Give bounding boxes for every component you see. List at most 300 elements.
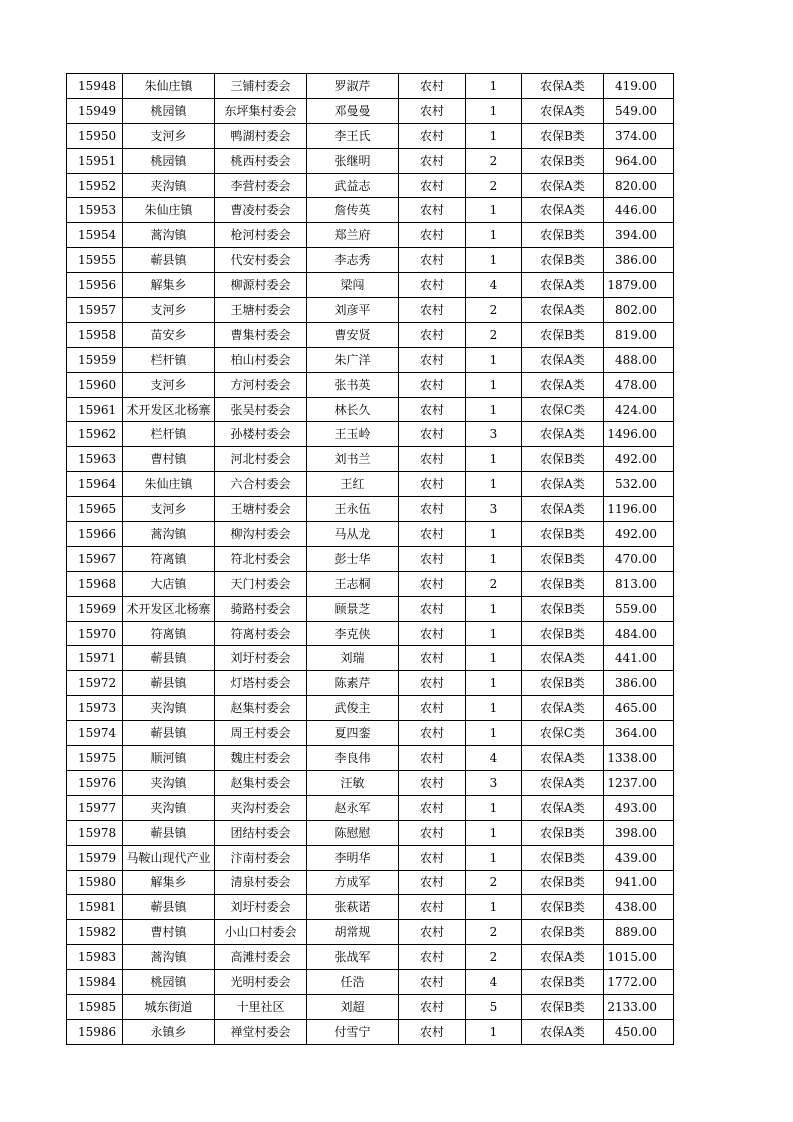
amount-cell: 1015.00 bbox=[604, 945, 674, 970]
household-type-cell: 农村 bbox=[399, 522, 466, 547]
person-name-cell: 陈素芹 bbox=[307, 671, 399, 696]
township-cell: 苗安乡 bbox=[123, 322, 215, 347]
table-row bbox=[67, 497, 674, 522]
amount-cell: 386.00 bbox=[604, 671, 674, 696]
household-type-cell: 农村 bbox=[399, 422, 466, 447]
member-count-cell: 4 bbox=[466, 273, 522, 298]
record-id-cell: 15966 bbox=[67, 522, 123, 547]
table-row bbox=[67, 820, 674, 845]
table-row bbox=[67, 347, 674, 372]
township-cell: 大店镇 bbox=[123, 571, 215, 596]
household-type-cell: 农村 bbox=[399, 347, 466, 372]
household-type-cell: 农村 bbox=[399, 994, 466, 1019]
insurance-category-cell: 农保A类 bbox=[522, 74, 604, 99]
member-count-cell: 3 bbox=[466, 422, 522, 447]
village-cell: 方河村委会 bbox=[215, 372, 307, 397]
amount-cell: 374.00 bbox=[604, 123, 674, 148]
table-row bbox=[67, 422, 674, 447]
member-count-cell: 1 bbox=[466, 546, 522, 571]
village-cell: 孙楼村委会 bbox=[215, 422, 307, 447]
table-row bbox=[67, 895, 674, 920]
village-cell: 小山口村委会 bbox=[215, 920, 307, 945]
township-cell: 符离镇 bbox=[123, 546, 215, 571]
person-name-cell: 顾景芝 bbox=[307, 596, 399, 621]
insurance-category-cell: 农保B类 bbox=[522, 546, 604, 571]
township-cell: 永镇乡 bbox=[123, 1019, 215, 1044]
village-cell: 赵集村委会 bbox=[215, 696, 307, 721]
member-count-cell: 4 bbox=[466, 746, 522, 771]
table-row bbox=[67, 98, 674, 123]
table-row bbox=[67, 148, 674, 173]
record-id-cell: 15954 bbox=[67, 223, 123, 248]
insurance-category-cell: 农保A类 bbox=[522, 472, 604, 497]
table-row bbox=[67, 870, 674, 895]
amount-cell: 819.00 bbox=[604, 322, 674, 347]
member-count-cell: 3 bbox=[466, 497, 522, 522]
township-cell: 蕲县镇 bbox=[123, 646, 215, 671]
amount-cell: 484.00 bbox=[604, 621, 674, 646]
person-name-cell: 夏四銮 bbox=[307, 721, 399, 746]
table-row bbox=[67, 397, 674, 422]
record-id-cell: 15956 bbox=[67, 273, 123, 298]
member-count-cell: 1 bbox=[466, 671, 522, 696]
table-row bbox=[67, 746, 674, 771]
table-row bbox=[67, 248, 674, 273]
amount-cell: 492.00 bbox=[604, 447, 674, 472]
member-count-cell: 4 bbox=[466, 970, 522, 995]
record-id-cell: 15976 bbox=[67, 770, 123, 795]
amount-cell: 889.00 bbox=[604, 920, 674, 945]
member-count-cell: 1 bbox=[466, 596, 522, 621]
insurance-category-cell: 农保A类 bbox=[522, 347, 604, 372]
village-cell: 符北村委会 bbox=[215, 546, 307, 571]
person-name-cell: 胡常规 bbox=[307, 920, 399, 945]
village-cell: 十里社区 bbox=[215, 994, 307, 1019]
table-row bbox=[67, 546, 674, 571]
person-name-cell: 刘书兰 bbox=[307, 447, 399, 472]
amount-cell: 2133.00 bbox=[604, 994, 674, 1019]
household-type-cell: 农村 bbox=[399, 795, 466, 820]
table-row bbox=[67, 298, 674, 323]
person-name-cell: 罗淑芹 bbox=[307, 74, 399, 99]
person-name-cell: 任浩 bbox=[307, 970, 399, 995]
village-cell: 团结村委会 bbox=[215, 820, 307, 845]
person-name-cell: 李志秀 bbox=[307, 248, 399, 273]
record-id-cell: 15953 bbox=[67, 198, 123, 223]
village-cell: 桃西村委会 bbox=[215, 148, 307, 173]
insurance-category-cell: 农保B类 bbox=[522, 123, 604, 148]
household-type-cell: 农村 bbox=[399, 198, 466, 223]
person-name-cell: 陈慰慰 bbox=[307, 820, 399, 845]
member-count-cell: 1 bbox=[466, 845, 522, 870]
person-name-cell: 王红 bbox=[307, 472, 399, 497]
household-type-cell: 农村 bbox=[399, 895, 466, 920]
person-name-cell: 梁闯 bbox=[307, 273, 399, 298]
member-count-cell: 1 bbox=[466, 696, 522, 721]
table-row bbox=[67, 621, 674, 646]
person-name-cell: 邓曼曼 bbox=[307, 98, 399, 123]
amount-cell: 465.00 bbox=[604, 696, 674, 721]
amount-cell: 964.00 bbox=[604, 148, 674, 173]
township-cell: 蒿沟镇 bbox=[123, 223, 215, 248]
insurance-category-cell: 农保C类 bbox=[522, 397, 604, 422]
amount-cell: 820.00 bbox=[604, 173, 674, 198]
insurance-category-cell: 农保B类 bbox=[522, 994, 604, 1019]
amount-cell: 492.00 bbox=[604, 522, 674, 547]
member-count-cell: 1 bbox=[466, 646, 522, 671]
insurance-category-cell: 农保B类 bbox=[522, 895, 604, 920]
village-cell: 六合村委会 bbox=[215, 472, 307, 497]
amount-cell: 941.00 bbox=[604, 870, 674, 895]
member-count-cell: 1 bbox=[466, 721, 522, 746]
record-id-cell: 15984 bbox=[67, 970, 123, 995]
household-type-cell: 农村 bbox=[399, 596, 466, 621]
amount-cell: 1338.00 bbox=[604, 746, 674, 771]
person-name-cell: 方成军 bbox=[307, 870, 399, 895]
household-type-cell: 农村 bbox=[399, 646, 466, 671]
household-type-cell: 农村 bbox=[399, 447, 466, 472]
record-id-cell: 15958 bbox=[67, 322, 123, 347]
insurance-category-cell: 农保A类 bbox=[522, 945, 604, 970]
township-cell: 夹沟镇 bbox=[123, 795, 215, 820]
household-type-cell: 农村 bbox=[399, 273, 466, 298]
amount-cell: 1496.00 bbox=[604, 422, 674, 447]
table-row bbox=[67, 994, 674, 1019]
person-name-cell: 张继明 bbox=[307, 148, 399, 173]
township-cell: 桃园镇 bbox=[123, 148, 215, 173]
township-cell: 桃园镇 bbox=[123, 970, 215, 995]
record-id-cell: 15975 bbox=[67, 746, 123, 771]
township-cell: 解集乡 bbox=[123, 273, 215, 298]
member-count-cell: 5 bbox=[466, 994, 522, 1019]
village-cell: 汴南村委会 bbox=[215, 845, 307, 870]
amount-cell: 450.00 bbox=[604, 1019, 674, 1044]
table-row bbox=[67, 646, 674, 671]
township-cell: 支河乡 bbox=[123, 372, 215, 397]
village-cell: 代安村委会 bbox=[215, 248, 307, 273]
person-name-cell: 李良伟 bbox=[307, 746, 399, 771]
table-row bbox=[67, 173, 674, 198]
table-row bbox=[67, 671, 674, 696]
insurance-category-cell: 农保B类 bbox=[522, 596, 604, 621]
member-count-cell: 1 bbox=[466, 472, 522, 497]
township-cell: 蕲县镇 bbox=[123, 895, 215, 920]
village-cell: 鸭湖村委会 bbox=[215, 123, 307, 148]
person-name-cell: 马从龙 bbox=[307, 522, 399, 547]
record-id-cell: 15957 bbox=[67, 298, 123, 323]
record-id-cell: 15969 bbox=[67, 596, 123, 621]
village-cell: 曹凌村委会 bbox=[215, 198, 307, 223]
amount-cell: 424.00 bbox=[604, 397, 674, 422]
township-cell: 朱仙庄镇 bbox=[123, 198, 215, 223]
member-count-cell: 2 bbox=[466, 571, 522, 596]
insurance-category-cell: 农保A类 bbox=[522, 298, 604, 323]
record-id-cell: 15977 bbox=[67, 795, 123, 820]
amount-cell: 446.00 bbox=[604, 198, 674, 223]
person-name-cell: 王玉岭 bbox=[307, 422, 399, 447]
member-count-cell: 1 bbox=[466, 198, 522, 223]
table-row bbox=[67, 472, 674, 497]
member-count-cell: 1 bbox=[466, 522, 522, 547]
township-cell: 解集乡 bbox=[123, 870, 215, 895]
village-cell: 柳沟村委会 bbox=[215, 522, 307, 547]
household-type-cell: 农村 bbox=[399, 746, 466, 771]
insurance-category-cell: 农保A类 bbox=[522, 173, 604, 198]
insurance-category-cell: 农保B类 bbox=[522, 870, 604, 895]
person-name-cell: 彭士华 bbox=[307, 546, 399, 571]
insurance-category-cell: 农保B类 bbox=[522, 322, 604, 347]
insurance-category-cell: 农保B类 bbox=[522, 248, 604, 273]
village-cell: 王塘村委会 bbox=[215, 298, 307, 323]
member-count-cell: 2 bbox=[466, 148, 522, 173]
beneficiary-table bbox=[66, 73, 674, 1045]
household-type-cell: 农村 bbox=[399, 1019, 466, 1044]
member-count-cell: 2 bbox=[466, 920, 522, 945]
member-count-cell: 1 bbox=[466, 74, 522, 99]
table-body bbox=[67, 74, 674, 1045]
insurance-category-cell: 农保B类 bbox=[522, 522, 604, 547]
household-type-cell: 农村 bbox=[399, 721, 466, 746]
table-row bbox=[67, 970, 674, 995]
amount-cell: 1237.00 bbox=[604, 770, 674, 795]
village-cell: 枪河村委会 bbox=[215, 223, 307, 248]
household-type-cell: 农村 bbox=[399, 497, 466, 522]
member-count-cell: 2 bbox=[466, 945, 522, 970]
household-type-cell: 农村 bbox=[399, 820, 466, 845]
table-row bbox=[67, 721, 674, 746]
person-name-cell: 王志桐 bbox=[307, 571, 399, 596]
member-count-cell: 1 bbox=[466, 123, 522, 148]
township-cell: 栏杆镇 bbox=[123, 347, 215, 372]
person-name-cell: 张战军 bbox=[307, 945, 399, 970]
amount-cell: 532.00 bbox=[604, 472, 674, 497]
insurance-category-cell: 农保B类 bbox=[522, 671, 604, 696]
township-cell: 马鞍山现代产业 bbox=[123, 845, 215, 870]
village-cell: 河北村委会 bbox=[215, 447, 307, 472]
household-type-cell: 农村 bbox=[399, 248, 466, 273]
household-type-cell: 农村 bbox=[399, 98, 466, 123]
township-cell: 夹沟镇 bbox=[123, 173, 215, 198]
member-count-cell: 1 bbox=[466, 795, 522, 820]
table-row bbox=[67, 322, 674, 347]
record-id-cell: 15951 bbox=[67, 148, 123, 173]
person-name-cell: 詹传英 bbox=[307, 198, 399, 223]
table-row bbox=[67, 596, 674, 621]
member-count-cell: 1 bbox=[466, 372, 522, 397]
township-cell: 蕲县镇 bbox=[123, 820, 215, 845]
record-id-cell: 15978 bbox=[67, 820, 123, 845]
member-count-cell: 2 bbox=[466, 870, 522, 895]
amount-cell: 549.00 bbox=[604, 98, 674, 123]
insurance-category-cell: 农保A类 bbox=[522, 422, 604, 447]
person-name-cell: 李王氏 bbox=[307, 123, 399, 148]
township-cell: 顺河镇 bbox=[123, 746, 215, 771]
record-id-cell: 15965 bbox=[67, 497, 123, 522]
record-id-cell: 15982 bbox=[67, 920, 123, 945]
insurance-category-cell: 农保A类 bbox=[522, 1019, 604, 1044]
village-cell: 魏庄村委会 bbox=[215, 746, 307, 771]
record-id-cell: 15972 bbox=[67, 671, 123, 696]
insurance-category-cell: 农保B类 bbox=[522, 970, 604, 995]
amount-cell: 802.00 bbox=[604, 298, 674, 323]
insurance-category-cell: 农保B类 bbox=[522, 845, 604, 870]
record-id-cell: 15963 bbox=[67, 447, 123, 472]
village-cell: 清泉村委会 bbox=[215, 870, 307, 895]
amount-cell: 470.00 bbox=[604, 546, 674, 571]
member-count-cell: 2 bbox=[466, 322, 522, 347]
insurance-category-cell: 农保C类 bbox=[522, 721, 604, 746]
record-id-cell: 15973 bbox=[67, 696, 123, 721]
household-type-cell: 农村 bbox=[399, 845, 466, 870]
amount-cell: 1772.00 bbox=[604, 970, 674, 995]
amount-cell: 1879.00 bbox=[604, 273, 674, 298]
village-cell: 光明村委会 bbox=[215, 970, 307, 995]
household-type-cell: 农村 bbox=[399, 397, 466, 422]
person-name-cell: 张萩诺 bbox=[307, 895, 399, 920]
township-cell: 蒿沟镇 bbox=[123, 945, 215, 970]
table-row bbox=[67, 770, 674, 795]
amount-cell: 813.00 bbox=[604, 571, 674, 596]
village-cell: 夹沟村委会 bbox=[215, 795, 307, 820]
household-type-cell: 农村 bbox=[399, 920, 466, 945]
member-count-cell: 1 bbox=[466, 98, 522, 123]
record-id-cell: 15968 bbox=[67, 571, 123, 596]
table-row bbox=[67, 845, 674, 870]
table-row bbox=[67, 447, 674, 472]
township-cell: 曹村镇 bbox=[123, 447, 215, 472]
table-row bbox=[67, 1019, 674, 1044]
amount-cell: 386.00 bbox=[604, 248, 674, 273]
person-name-cell: 汪敏 bbox=[307, 770, 399, 795]
person-name-cell: 张书英 bbox=[307, 372, 399, 397]
insurance-category-cell: 农保A类 bbox=[522, 273, 604, 298]
record-id-cell: 15961 bbox=[67, 397, 123, 422]
insurance-category-cell: 农保A类 bbox=[522, 646, 604, 671]
amount-cell: 488.00 bbox=[604, 347, 674, 372]
record-id-cell: 15948 bbox=[67, 74, 123, 99]
table-row bbox=[67, 273, 674, 298]
record-id-cell: 15955 bbox=[67, 248, 123, 273]
table-row bbox=[67, 795, 674, 820]
amount-cell: 419.00 bbox=[604, 74, 674, 99]
person-name-cell: 付雪宁 bbox=[307, 1019, 399, 1044]
amount-cell: 364.00 bbox=[604, 721, 674, 746]
person-name-cell: 王永伍 bbox=[307, 497, 399, 522]
household-type-cell: 农村 bbox=[399, 372, 466, 397]
amount-cell: 493.00 bbox=[604, 795, 674, 820]
person-name-cell: 李克侠 bbox=[307, 621, 399, 646]
member-count-cell: 1 bbox=[466, 820, 522, 845]
record-id-cell: 15967 bbox=[67, 546, 123, 571]
township-cell: 曹村镇 bbox=[123, 920, 215, 945]
household-type-cell: 农村 bbox=[399, 770, 466, 795]
record-id-cell: 15964 bbox=[67, 472, 123, 497]
table-row bbox=[67, 696, 674, 721]
insurance-category-cell: 农保A类 bbox=[522, 770, 604, 795]
township-cell: 支河乡 bbox=[123, 298, 215, 323]
record-id-cell: 15983 bbox=[67, 945, 123, 970]
insurance-category-cell: 农保A类 bbox=[522, 795, 604, 820]
household-type-cell: 农村 bbox=[399, 870, 466, 895]
village-cell: 周王村委会 bbox=[215, 721, 307, 746]
household-type-cell: 农村 bbox=[399, 970, 466, 995]
record-id-cell: 15959 bbox=[67, 347, 123, 372]
township-cell: 栏杆镇 bbox=[123, 422, 215, 447]
insurance-category-cell: 农保A类 bbox=[522, 372, 604, 397]
village-cell: 曹集村委会 bbox=[215, 322, 307, 347]
person-name-cell: 赵永军 bbox=[307, 795, 399, 820]
township-cell: 夹沟镇 bbox=[123, 696, 215, 721]
township-cell: 支河乡 bbox=[123, 497, 215, 522]
person-name-cell: 朱广洋 bbox=[307, 347, 399, 372]
village-cell: 王塘村委会 bbox=[215, 497, 307, 522]
household-type-cell: 农村 bbox=[399, 945, 466, 970]
household-type-cell: 农村 bbox=[399, 472, 466, 497]
person-name-cell: 刘瑞 bbox=[307, 646, 399, 671]
household-type-cell: 农村 bbox=[399, 671, 466, 696]
amount-cell: 559.00 bbox=[604, 596, 674, 621]
insurance-category-cell: 农保A类 bbox=[522, 746, 604, 771]
village-cell: 刘圩村委会 bbox=[215, 895, 307, 920]
household-type-cell: 农村 bbox=[399, 173, 466, 198]
insurance-category-cell: 农保A类 bbox=[522, 497, 604, 522]
village-cell: 灯塔村委会 bbox=[215, 671, 307, 696]
person-name-cell: 刘彦平 bbox=[307, 298, 399, 323]
member-count-cell: 1 bbox=[466, 223, 522, 248]
record-id-cell: 15974 bbox=[67, 721, 123, 746]
record-id-cell: 15960 bbox=[67, 372, 123, 397]
table-row bbox=[67, 571, 674, 596]
township-cell: 符离镇 bbox=[123, 621, 215, 646]
township-cell: 夹沟镇 bbox=[123, 770, 215, 795]
member-count-cell: 1 bbox=[466, 447, 522, 472]
member-count-cell: 1 bbox=[466, 248, 522, 273]
insurance-category-cell: 农保B类 bbox=[522, 571, 604, 596]
township-cell: 桃园镇 bbox=[123, 98, 215, 123]
township-cell: 朱仙庄镇 bbox=[123, 74, 215, 99]
record-id-cell: 15985 bbox=[67, 994, 123, 1019]
person-name-cell: 曹安贤 bbox=[307, 322, 399, 347]
table-row bbox=[67, 522, 674, 547]
person-name-cell: 李明华 bbox=[307, 845, 399, 870]
household-type-cell: 农村 bbox=[399, 223, 466, 248]
household-type-cell: 农村 bbox=[399, 322, 466, 347]
record-id-cell: 15979 bbox=[67, 845, 123, 870]
village-cell: 骑路村委会 bbox=[215, 596, 307, 621]
table-row bbox=[67, 223, 674, 248]
amount-cell: 478.00 bbox=[604, 372, 674, 397]
township-cell: 术开发区北杨寨 bbox=[123, 596, 215, 621]
table-row bbox=[67, 198, 674, 223]
table-row bbox=[67, 123, 674, 148]
village-cell: 李营村委会 bbox=[215, 173, 307, 198]
township-cell: 朱仙庄镇 bbox=[123, 472, 215, 497]
amount-cell: 439.00 bbox=[604, 845, 674, 870]
township-cell: 蒿沟镇 bbox=[123, 522, 215, 547]
member-count-cell: 1 bbox=[466, 347, 522, 372]
township-cell: 蕲县镇 bbox=[123, 248, 215, 273]
table-row bbox=[67, 945, 674, 970]
household-type-cell: 农村 bbox=[399, 546, 466, 571]
record-id-cell: 15971 bbox=[67, 646, 123, 671]
insurance-category-cell: 农保B类 bbox=[522, 920, 604, 945]
member-count-cell: 1 bbox=[466, 1019, 522, 1044]
member-count-cell: 2 bbox=[466, 173, 522, 198]
insurance-category-cell: 农保B类 bbox=[522, 447, 604, 472]
household-type-cell: 农村 bbox=[399, 298, 466, 323]
household-type-cell: 农村 bbox=[399, 148, 466, 173]
insurance-category-cell: 农保A类 bbox=[522, 696, 604, 721]
